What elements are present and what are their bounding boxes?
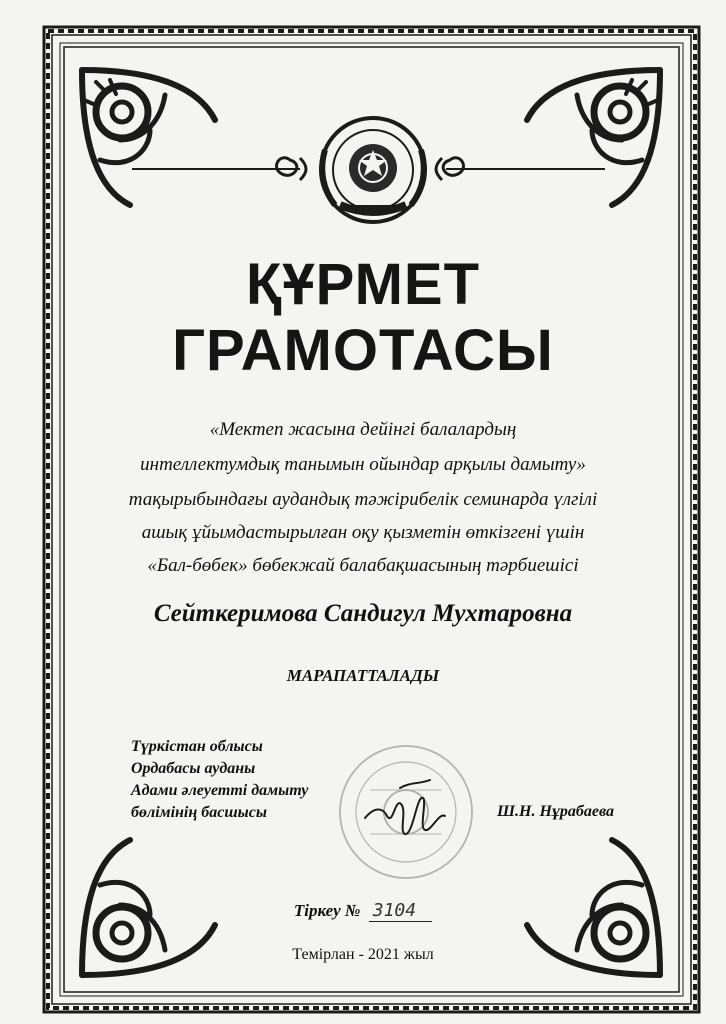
state-emblem (321, 118, 425, 222)
signer-org-line: Ордабасы ауданы (131, 760, 256, 777)
body-text-line: интеллектумдық танымын ойындар арқылы дамыту» (140, 454, 586, 475)
body-text-line: тақырыбындағы аудандық тәжірибелік семинарда үлгілі (128, 489, 598, 510)
corner-ornament-top-right (527, 70, 660, 205)
registration-number: 3104 (369, 900, 432, 922)
registration-line (0, 900, 726, 921)
signer-name: Ш.Н. Нұрабаева (497, 803, 615, 820)
corner-ornament-top-left (82, 70, 215, 205)
signature (365, 780, 445, 834)
title-line-1: ҚҰРМЕТ (245, 252, 480, 317)
registration-label: Тіркеу № (293, 901, 361, 920)
body-text-line: «Бал-бөбек» бөбекжай балабақшасының тәрбиешісі (147, 555, 579, 576)
signer-org-line: Түркістан облысы (131, 738, 263, 755)
recipient-name: Сейткеримова Сандигул Мухтаровна (153, 600, 573, 627)
official-stamp (340, 746, 472, 878)
award-text: МАРАПАТТАЛАДЫ (286, 666, 440, 685)
body-text-line: ашық ұйымдастырылған оқу қызметін өткізгені үшін (141, 522, 585, 543)
signer-org-line: Адами әлеуетті дамыту (131, 782, 309, 799)
title-line-2: ГРАМОТАСЫ (172, 318, 554, 383)
body-text-line: «Мектеп жасына дейінгі балалардың (209, 419, 517, 440)
place-and-year: Темірлан - 2021 жыл (292, 946, 434, 963)
signer-title-line: бөлімінің басшысы (131, 804, 267, 821)
